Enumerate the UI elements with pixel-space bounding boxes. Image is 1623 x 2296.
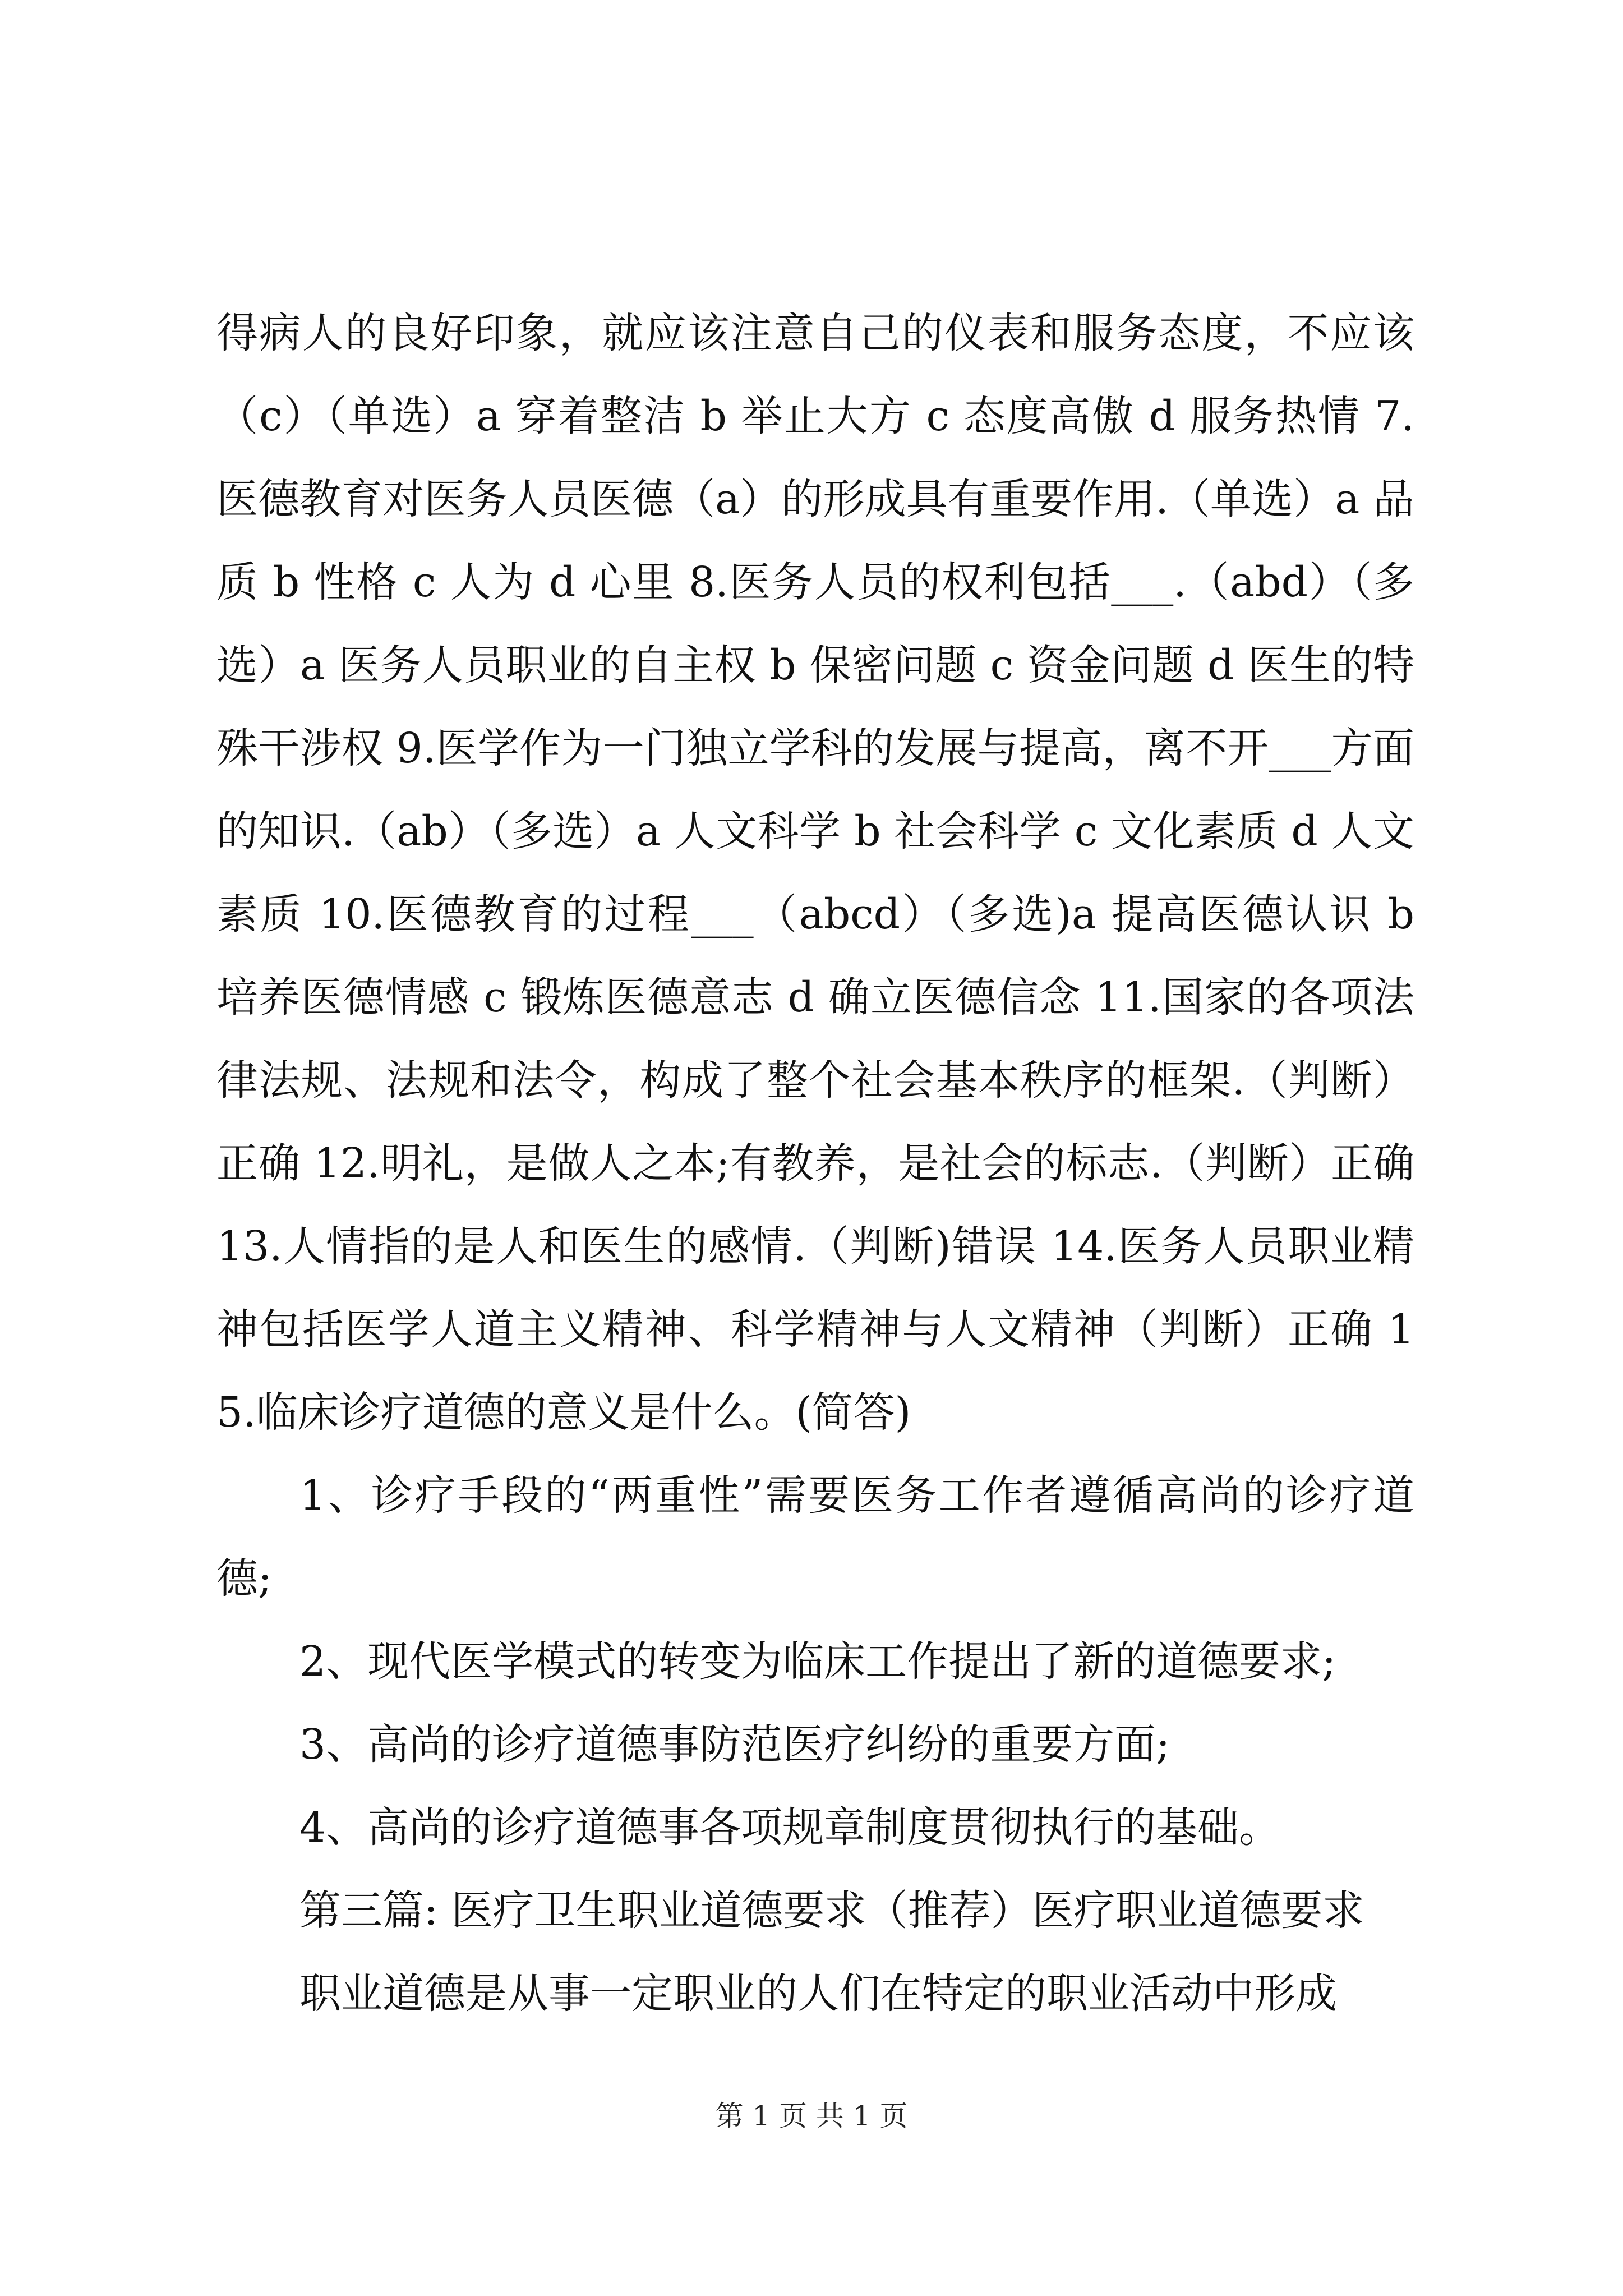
answer-item-4: 4、高尚的诊疗道德事各项规章制度贯彻执行的基础。 <box>299 1803 1281 1852</box>
page-footer <box>0 2098 1623 2134</box>
section-heading: 第三篇: 医疗卫生职业道德要求（推荐）医疗职业道德要求 <box>299 1887 1364 1935</box>
document-body <box>216 292 1414 2035</box>
section-body-paragraph: 职业道德是从事一定职业的人们在特定的职业活动中形成 <box>299 1970 1337 2018</box>
questions-paragraph: 得病人的良好印象，就应该注意自己的仪表和服务态度，不应该（c）（单选）a 穿着整洁 b 举止大方 c 态度高傲 d 服务热情 7.医德教育对医务人员医德（a）的形成具有重要作用.（单选）a 品质 b 性格 c 人为 d 心里 8.医务人员的权利包括___.（abd）（多选）a 医务人员职业的自主权 b 保密问题 c 资金问题 d 医生的特殊干涉权 9.医学作为一门独立学科的发展与提高，离不开___方面的知识.（ab）（多选）a 人文科学 b 社会科学 c 文化素质 d 人文素质 10.医德教育的过程___（abcd）（多选)a 提高医德认识 b 培养医德情感 c 锻炼医德意志 d 确立医德信念 11.国家的各项法律法规、法规和法令，构成了整个社会基本秩序的框架.（判断）正确 12.明礼，是做人之本;有教养，是社会的标志.（判断）正确 13.人情指的是人和医生的感情.（判断)错误 14.医务人员职业精神包括医学人道主义精神、科学精神与人文精神（判断）正确 15.临床诊疗道德的意义是什么。(简答) <box>216 309 1414 1437</box>
page-number-label: 第 1 页 共 1 页 <box>715 2100 908 2132</box>
answer-item-2: 2、现代医学模式的转变为临床工作提出了新的道德要求; <box>299 1637 1336 1686</box>
answer-item-1: 1、诊疗手段的“两重性”需要医务工作者遵循高尚的诊疗道德; <box>216 1471 1414 1603</box>
answer-item-3: 3、高尚的诊疗道德事防范医疗纠纷的重要方面; <box>299 1720 1170 1769</box>
